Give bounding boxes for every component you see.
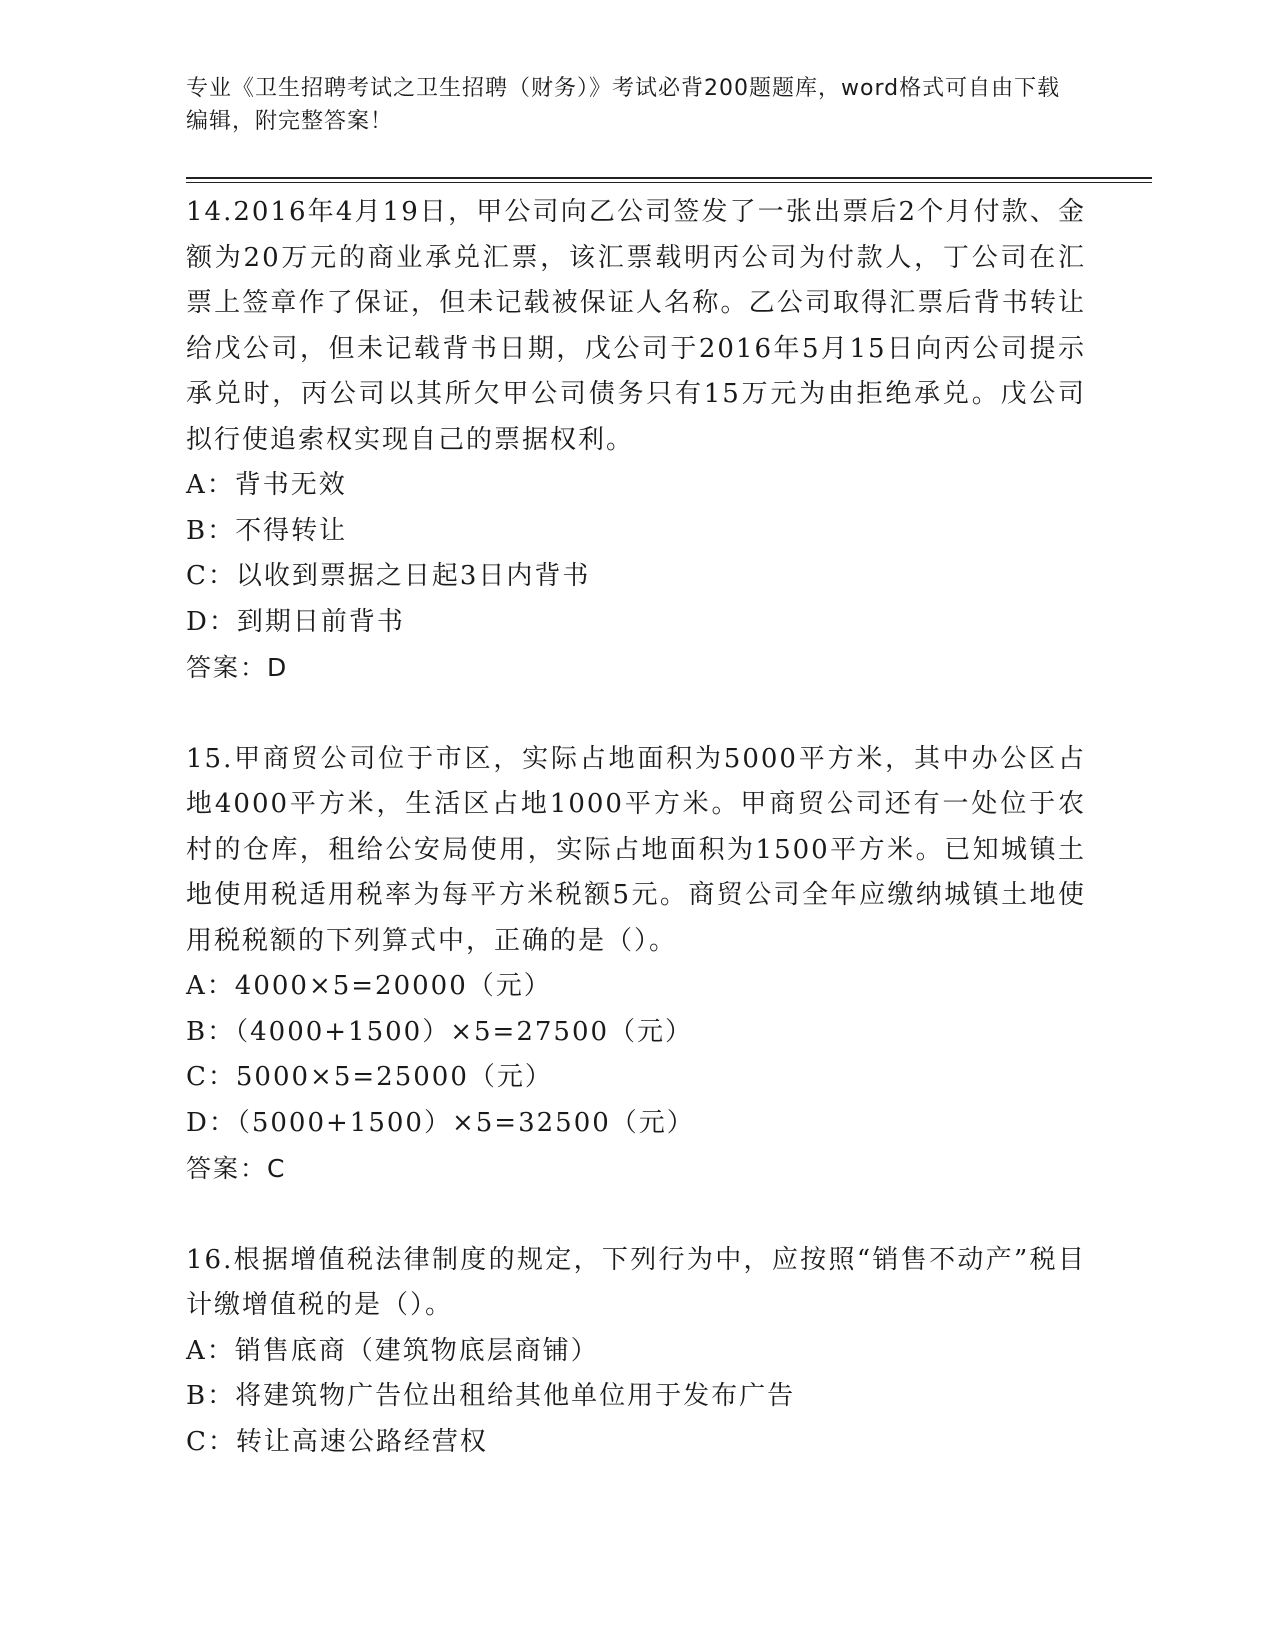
- option-d: D：（5000+1500）×5=32500（元）: [186, 1107, 695, 1138]
- option-a: A：销售底商（建筑物底层商铺）: [186, 1335, 599, 1366]
- question-stem: 14.2016年4月19日，甲公司向乙公司签发了一张出票后2个月付款、金额为20万元的商业承兑汇票，该汇票载明丙公司为付款人，丁公司在汇票上签章作了保证，但未记载被保证人名称。乙公司取得汇票后背书转让给戊公司，但未记载背书日期，戊公司于2016年5月15日向丙公司提示承兑时，丙公司以其所欠甲公司债务只有15万元为由拒绝承兑。戊公司拟行使追索权实现自己的票据权利。: [186, 197, 1086, 455]
- header-rule-thin: [186, 182, 1152, 183]
- question-16: [186, 1238, 1086, 1466]
- question-14: [186, 190, 1086, 691]
- question-stem: 16.根据增值税法律制度的规定，下列行为中，应按照“销售不动产”税目计缴增值税的是（）。: [186, 1244, 1086, 1320]
- header-rule-thick: [186, 177, 1152, 179]
- option-a: A：4000×5=20000（元）: [186, 971, 552, 1001]
- question-list: [186, 190, 1086, 1465]
- option-c: C：以收到票据之日起3日内背书: [186, 561, 591, 591]
- answer: 答案：C: [186, 1154, 287, 1183]
- answer: 答案：D: [186, 653, 289, 682]
- option-c: C：转让高速公路经营权: [186, 1426, 488, 1457]
- question-15: [186, 737, 1086, 1192]
- option-b: B：将建筑物广告位出租给其他单位用于发布广告: [186, 1381, 796, 1411]
- option-a: A：背书无效: [186, 470, 347, 500]
- option-c: C：5000×5=25000（元）: [186, 1062, 553, 1092]
- question-stem: 15.甲商贸公司位于市区，实际占地面积为5000平方米，其中办公区占地4000平方米，生活区占地1000平方米。甲商贸公司还有一处位于农村的仓库，租给公安局使用，实际占地面积为1500平方米。已知城镇土地使用税适用税率为每平方米税额5元。商贸公司全年应缴纳城镇土地使用税税额的下列算式中，正确的是（）。: [186, 743, 1086, 956]
- option-b: B：不得转让: [186, 515, 348, 546]
- option-d: D：到期日前背书: [186, 606, 405, 637]
- document-header: 专业《卫生招聘考试之卫生招聘（财务）》考试必背200题题库，word格式可自由下载编辑，附完整答案！: [186, 76, 1061, 134]
- option-b: B：（4000+1500）×5=27500（元）: [186, 1016, 694, 1047]
- spacer: [186, 1192, 1086, 1238]
- spacer: [186, 691, 1086, 737]
